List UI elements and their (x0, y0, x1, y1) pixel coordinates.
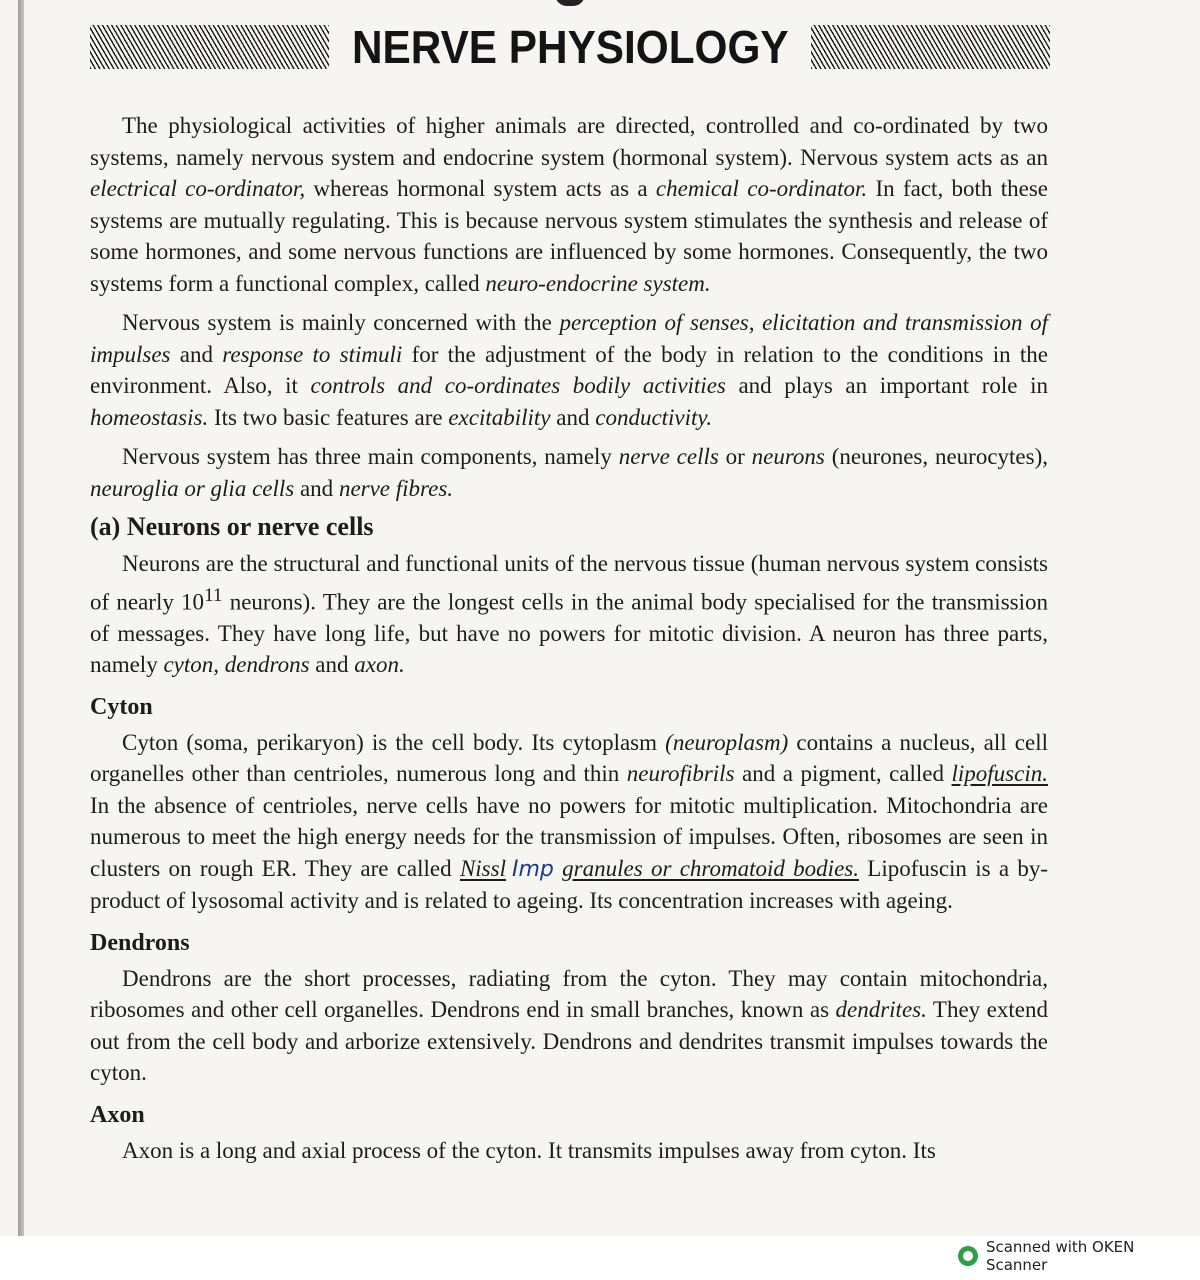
cyton-paragraph: Cyton (soma, perikaryon) is the cell body. Its cytoplasm (neuroplasm) contains a nucleus, all cell organelles other than centrioles, numerous long and thin neurofibrils and a pigment, called lipofuscin. In the absence of centrioles, nerve cells have no powers for mitotic multiplication. Mitochondria are numerous to meet the high energy needs for the transmission of impulses. Often, ribosomes are seen in clusters on rough ER. They are called Nissl Imp granules or chromatoid bodies. Lipofuscin is a by-product of lysosomal activity and is related to ageing. Its concentration increases with ageing. (90, 729, 1049, 914)
title-hatch-right (811, 25, 1050, 69)
subheading-cyton: Cyton (90, 693, 153, 720)
scanner-watermark-text: Scanned with OKEN Scanner (985, 1238, 1135, 1274)
section-heading-neurons: (a) Neurons or nerve cells (90, 512, 374, 541)
neurons-paragraph: Neurons are the structural and functional units of the nervous tissue (human nervous system consists of nearly $10^{11}$ neurons). They are the longest cells in the animal body specialised for the transmission of messages. They have long life, but have no powers for mitotic division. A neuron has three parts, namely cyton, dendrons and axon. (90, 551, 1048, 678)
title-hatch-left (90, 25, 329, 69)
handwritten-note: Imp (511, 856, 554, 882)
intro-paragraph-3: Nervous system has three main components, namely nerve cells or neurons (neurones, neurocytes), neuroglia or glia cells and nerve fibres. (90, 444, 1048, 501)
intro-paragraph-2: Nervous system is mainly concerned with the perception of senses, elicitation and transmission of impulses and response to stimuli for the adjustment of the body in relation to the conditions in the environment. Also, it controls and co-ordinates bodily activities and plays an important role in homeostasis. Its two basic features are excitability and conductivity. (90, 310, 1049, 430)
intro-paragraph-1: The physiological activities of higher animals are directed, controlled and co-ordinated by two systems, namely nervous system and endocrine system (hormonal system). Nervous system acts as an electrical co-ordinator, whereas hormonal system acts as a chemical co-ordinator. In fact, both these systems are mutually regulating. This is because nervous system stimulates the synthesis and release of some hormones, and some nervous functions are influenced by some hormones. Consequently, the two systems form a functional complex, called neuro-endocrine system. (90, 113, 1048, 296)
page-content (90, 110, 1048, 1166)
okenscanner-logo-icon (958, 1246, 978, 1266)
axon-paragraph: Axon is a long and axial process of the cyton. It transmits impulses away from cyton. Its (122, 1137, 936, 1163)
subheading-dendrons: Dendrons (90, 929, 190, 956)
chapter-title-bar (90, 20, 1050, 74)
scanner-watermark (958, 1238, 1200, 1274)
page-binding-edge (18, 0, 24, 1236)
subheading-axon: Axon (90, 1101, 145, 1128)
chapter-title: NERVE PHYSIOLOGY (351, 21, 789, 73)
dendrons-paragraph: Dendrons are the short processes, radiating from the cyton. They may contain mitochondria, ribosomes and other cell organelles. Dendrons end in small branches, known as dendrites. They extend out from the cell body and arborize extensively. Dendrons and dendrites transmit impulses towards the cyton. (90, 965, 1048, 1086)
page-top-mark (555, 0, 585, 6)
